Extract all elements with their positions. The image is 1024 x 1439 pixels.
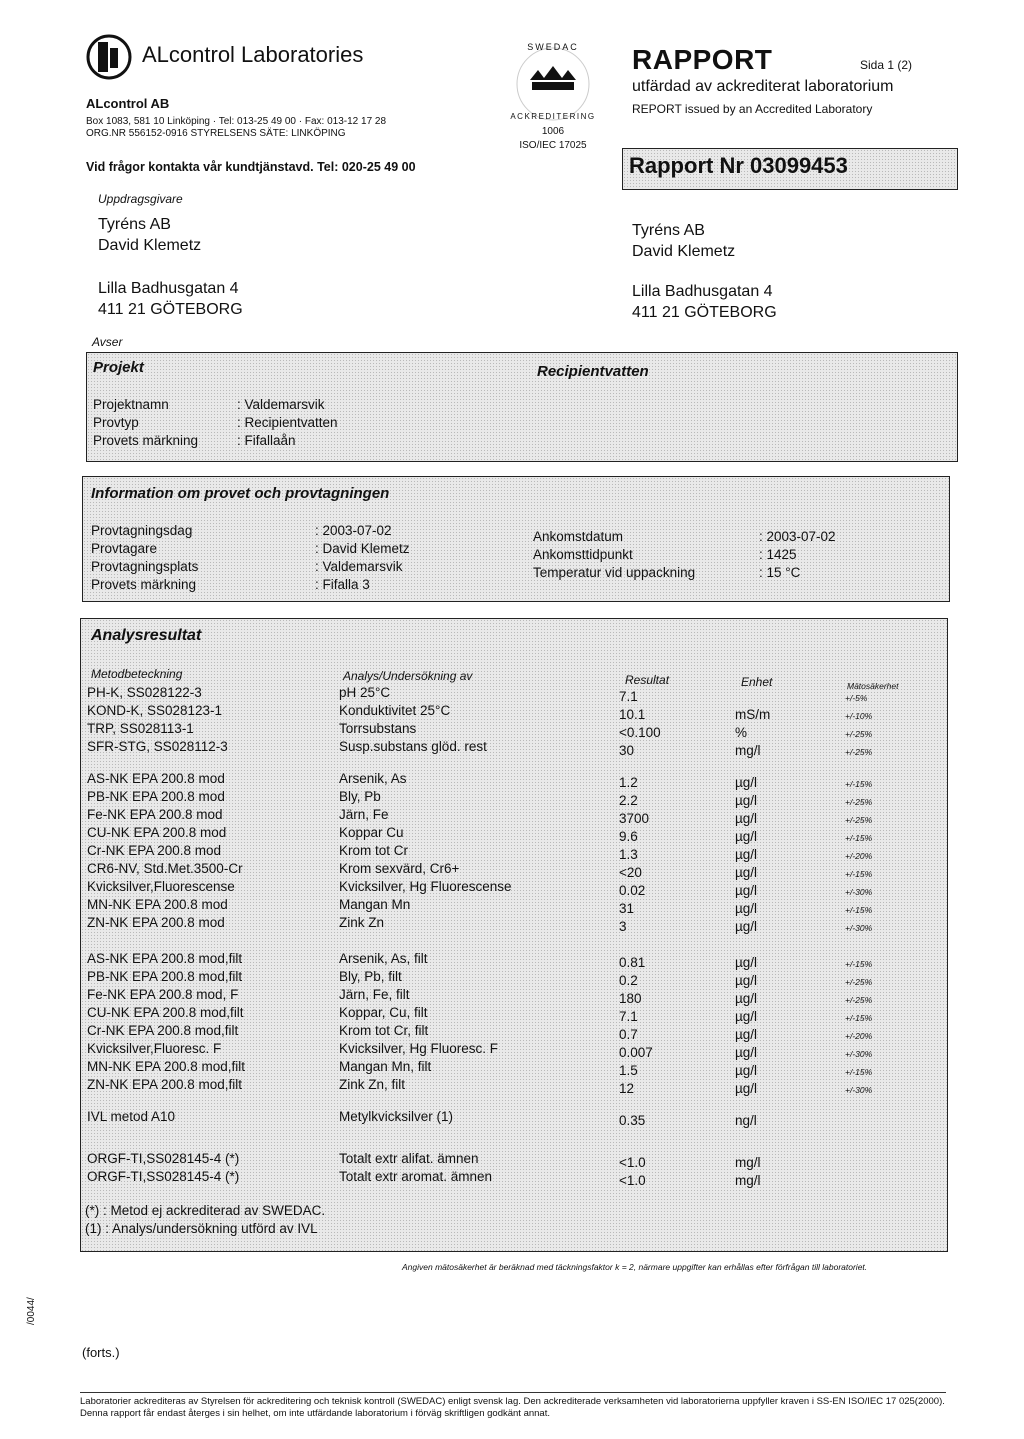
unit-cell: µg/l [735, 1009, 758, 1024]
result-cell: 9.6 [619, 829, 638, 844]
analysis-cell: Metylkvicksilver (1) [339, 1109, 454, 1124]
result-cell: 0.81 [619, 955, 646, 970]
analysis-cell: Zink Zn, filt [339, 1077, 406, 1092]
result-cell: <1.0 [619, 1173, 646, 1188]
method-cell: Cr-NK EPA 200.8 mod [87, 843, 222, 858]
method-cell: Cr-NK EPA 200.8 mod,filt [87, 1023, 239, 1038]
project-row-value: : Recipientvatten [237, 415, 338, 430]
analysis-cell: Totalt extr aromat. ämnen [339, 1169, 493, 1184]
info-left-value: : David Klemetz [315, 541, 410, 556]
footer-divider [80, 1392, 946, 1393]
method-cell: MN-NK EPA 200.8 mod,filt [87, 1059, 246, 1074]
analysis-cell: Krom tot Cr [339, 843, 409, 858]
info-right-label: Ankomstdatum [533, 529, 624, 544]
method-cell: Fe-NK EPA 200.8 mod [87, 807, 223, 822]
uncertainty-cell: +/-15% [845, 1013, 873, 1023]
company-name: ALcontrol Laboratories [142, 42, 364, 67]
header-analysis: Analys/Undersökning av [343, 669, 473, 683]
result-cell: 1.2 [619, 775, 638, 790]
project-row-value: : Fifallaån [237, 433, 296, 448]
info-left-label: Provtagningsplats [91, 559, 199, 574]
unit-cell: µg/l [735, 955, 758, 970]
result-cell: 0.7 [619, 1027, 638, 1042]
method-cell: PB-NK EPA 200.8 mod,filt [87, 969, 243, 984]
analysis-cell: Arsenik, As, filt [339, 951, 428, 966]
recipient-city: 411 21 GÖTEBORG [632, 304, 777, 321]
uncertainty-cell: +/-15% [845, 905, 873, 915]
result-cell: 0.007 [619, 1045, 653, 1060]
uncertainty-cell: +/-15% [845, 959, 873, 969]
report-number-box [622, 148, 958, 190]
method-cell: AS-NK EPA 200.8 mod,filt [87, 951, 243, 966]
result-cell: 0.2 [619, 973, 638, 988]
result-cell: <0.100 [619, 725, 661, 740]
client-label: Uppdragsgivare [98, 192, 183, 206]
analysis-cell: Zink Zn [339, 915, 385, 930]
method-cell: PB-NK EPA 200.8 mod [87, 789, 225, 804]
avser-label: Avser [92, 335, 123, 349]
header-unit: Enhet [741, 675, 773, 689]
project-title: Projekt [93, 359, 144, 376]
unit-cell: µg/l [735, 793, 758, 808]
result-cell: <20 [619, 865, 642, 880]
result-cell: 180 [619, 991, 642, 1006]
unit-cell: µg/l [735, 901, 758, 916]
analysis-cell: Susp.substans glöd. rest [339, 739, 487, 754]
sample-info-title: Information om provet och provtagningen [91, 485, 390, 502]
recipient-name: Tyréns AB [632, 222, 705, 239]
info-left-value: : 2003-07-02 [315, 523, 392, 538]
header-result: Resultat [625, 673, 670, 687]
unit-cell: µg/l [735, 973, 758, 988]
uncertainty-cell: +/-25% [845, 995, 873, 1005]
analysis-title: Analysresultat [91, 627, 202, 644]
client-contact: David Klemetz [98, 237, 202, 254]
client-name: Tyréns AB [98, 216, 171, 233]
issued-swedish: utfärdad av ackrediterat laboratorium [632, 78, 894, 95]
method-cell: AS-NK EPA 200.8 mod [87, 771, 225, 786]
uncertainty-cell: +/-5% [845, 693, 868, 703]
uncertainty-cell: +/-25% [845, 977, 873, 987]
project-section [86, 352, 958, 462]
analysis-cell: Krom sexvärd, Cr6+ [339, 861, 460, 876]
unit-cell: µg/l [735, 811, 758, 826]
unit-cell: µg/l [735, 1081, 758, 1096]
analysis-cell: Totalt extr alifat. ämnen [339, 1151, 479, 1166]
unit-cell: mg/l [735, 1173, 761, 1188]
result-cell: 1.3 [619, 847, 638, 862]
method-cell: IVL metod A10 [87, 1109, 176, 1124]
unit-cell: µg/l [735, 847, 758, 862]
result-cell: 10.1 [619, 707, 646, 722]
uncertainty-cell: +/-30% [845, 1049, 873, 1059]
result-cell: 7.1 [619, 689, 638, 704]
method-cell: ZN-NK EPA 200.8 mod [87, 915, 225, 930]
info-right-value: : 15 °C [759, 565, 801, 580]
unit-cell: µg/l [735, 919, 758, 934]
analysis-cell: Mangan Mn, filt [339, 1059, 432, 1074]
contact-question: Vid frågor kontakta vår kundtjänstavd. Tel: 020-25 49 00 [86, 160, 416, 174]
project-row-label: Provtyp [93, 415, 139, 430]
lab-address-line: Box 1083, 581 10 Linköping · Tel: 013-25 49 00 · Fax: 013-12 17 28 [86, 116, 387, 127]
unit-cell: µg/l [735, 829, 758, 844]
sample-info-section [82, 476, 950, 602]
client-block [98, 214, 243, 320]
info-right-value: : 2003-07-02 [759, 529, 836, 544]
method-cell: PH-K, SS028122-3 [87, 685, 202, 700]
uncertainty-cell: +/-30% [845, 887, 873, 897]
recipient-contact: David Klemetz [632, 243, 736, 260]
analysis-cell: Kvicksilver, Hg Fluorescense [339, 879, 512, 894]
method-cell: ORGF-TI,SS028145-4 (*) [87, 1151, 240, 1166]
uncertainty-cell: +/-15% [845, 833, 873, 843]
client-city: 411 21 GÖTEBORG [98, 301, 243, 318]
info-right-label: Temperatur vid uppackning [533, 565, 696, 580]
lab-name: ALcontrol AB [86, 96, 170, 111]
unit-cell: µg/l [735, 865, 758, 880]
analysis-cell: pH 25°C [339, 685, 391, 700]
unit-cell: µg/l [735, 775, 758, 790]
method-cell: Kvicksilver,Fluorescense [87, 879, 235, 894]
uncertainty-cell: +/-15% [845, 1067, 873, 1077]
method-cell: Kvicksilver,Fluoresc. F [87, 1041, 222, 1056]
result-cell: 12 [619, 1081, 635, 1096]
info-left-value: : Fifalla 3 [315, 577, 370, 592]
method-cell: KOND-K, SS028123-1 [87, 703, 223, 718]
info-left-label: Provtagningsdag [91, 523, 193, 538]
header-uncertainty: Mätosäkerhet [847, 681, 899, 691]
analysis-cell: Bly, Pb [339, 789, 381, 804]
swedac-seal [498, 42, 608, 154]
result-cell: 3700 [619, 811, 650, 826]
lab-address [86, 116, 386, 140]
seal-number: 1006 [541, 126, 565, 137]
seal-bottom-text: ACKREDITERING [510, 112, 596, 121]
alcontrol-logo-icon [86, 34, 132, 80]
seal-top-text: SWEDAC [527, 42, 579, 52]
method-cell: CR6-NV, Std.Met.3500-Cr [87, 861, 243, 876]
project-subtitle: Recipientvatten [537, 363, 649, 380]
project-row-label: Provets märkning [93, 433, 199, 448]
unit-cell: µg/l [735, 883, 758, 898]
recipient-block [632, 220, 777, 323]
analysis-section [80, 618, 948, 1252]
result-cell: <1.0 [619, 1155, 646, 1170]
seal-standard: ISO/IEC 17025 [519, 140, 587, 151]
analysis-cell: Bly, Pb, filt [339, 969, 402, 984]
analysis-cell: Järn, Fe [339, 807, 389, 822]
uncertainty-cell: +/-25% [845, 729, 873, 739]
result-cell: 1.5 [619, 1063, 638, 1078]
info-left-label: Provtagare [91, 541, 158, 556]
result-cell: 7.1 [619, 1009, 638, 1024]
project-row-value: : Valdemarsvik [237, 397, 325, 412]
project-row-label: Projektnamn [93, 397, 169, 412]
result-cell: 2.2 [619, 793, 638, 808]
info-left-value: : Valdemarsvik [315, 559, 403, 574]
method-cell: MN-NK EPA 200.8 mod [87, 897, 228, 912]
info-left-label: Provets märkning [91, 577, 197, 592]
report-title: RAPPORT [632, 44, 773, 75]
uncertainty-cell: +/-10% [845, 711, 873, 721]
uncertainty-cell: +/-30% [845, 923, 873, 933]
client-street: Lilla Badhusgatan 4 [98, 280, 239, 297]
analysis-cell: Koppar, Cu, filt [339, 1005, 428, 1020]
method-cell: SFR-STG, SS028112-3 [87, 739, 228, 754]
footnote-star: (*) : Metod ej ackrediterad av SWEDAC. [85, 1203, 326, 1218]
analysis-cell: Konduktivitet 25°C [339, 703, 451, 718]
header-method: Metodbeteckning [91, 667, 183, 681]
info-right-value: : 1425 [759, 547, 797, 562]
analysis-cell: Kvicksilver, Hg Fluoresc. F [339, 1041, 499, 1056]
result-cell: 0.35 [619, 1113, 646, 1128]
continued-label: (forts.) [82, 1345, 120, 1360]
unit-cell: % [735, 725, 748, 740]
uncertainty-note: Angiven mätosäkerhet är beräknad med täckningsfaktor k = 2, närmare uppgifter kan erhållas efter förfrågan till laboratoriet. [402, 1262, 868, 1272]
uncertainty-cell: +/-25% [845, 815, 873, 825]
unit-cell: ng/l [735, 1113, 757, 1128]
side-code: /0044/ [26, 1297, 37, 1325]
uncertainty-cell: +/-20% [845, 851, 873, 861]
unit-cell: mg/l [735, 743, 761, 758]
unit-cell: mS/m [735, 707, 771, 722]
recipient-street: Lilla Badhusgatan 4 [632, 283, 773, 300]
analysis-cell: Krom tot Cr, filt [339, 1023, 429, 1038]
result-cell: 31 [619, 901, 635, 916]
unit-cell: µg/l [735, 1027, 758, 1042]
method-cell: ORGF-TI,SS028145-4 (*) [87, 1169, 240, 1184]
uncertainty-cell: +/-15% [845, 869, 873, 879]
analysis-cell: Koppar Cu [339, 825, 404, 840]
method-cell: CU-NK EPA 200.8 mod [87, 825, 227, 840]
analysis-cell: Arsenik, As [339, 771, 407, 786]
unit-cell: µg/l [735, 1045, 758, 1060]
footnote-one: (1) : Analys/undersökning utförd av IVL [85, 1221, 318, 1236]
issued-english: REPORT issued by an Accredited Laboratory [632, 102, 873, 116]
uncertainty-cell: +/-30% [845, 1085, 873, 1095]
result-cell: 30 [619, 743, 635, 758]
analysis-cell: Järn, Fe, filt [339, 987, 410, 1002]
analysis-cell: Torrsubstans [339, 721, 417, 736]
unit-cell: µg/l [735, 1063, 758, 1078]
unit-cell: mg/l [735, 1155, 761, 1170]
uncertainty-cell: +/-20% [845, 1031, 873, 1041]
method-cell: TRP, SS028113-1 [87, 721, 194, 736]
result-cell: 3 [619, 919, 627, 934]
report-number: Rapport Nr 03099453 [629, 153, 848, 178]
analysis-cell: Mangan Mn [339, 897, 411, 912]
uncertainty-cell: +/-25% [845, 747, 873, 757]
uncertainty-cell: +/-25% [845, 797, 873, 807]
method-cell: CU-NK EPA 200.8 mod,filt [87, 1005, 244, 1020]
footer-text: Laboratorier ackrediteras av Styrelsen för ackreditering och teknisk kontroll (SWEDAC) enligt svensk lag. Den ackrediterade verksamheten vid laboratorierna uppfyller kraven i SS-EN ISO/IEC 17 025(2000). Denna rapport får endast återges i sin helhet, om inte utfärdande laboratorium i förväg skriftligen godkänt annat. [80, 1396, 945, 1419]
page-number: Sida 1 (2) [860, 58, 913, 72]
lab-org-line: ORG.NR 556152-0916 STYRELSENS SÄTE: LINKÖPING [86, 128, 346, 139]
info-right-label: Ankomsttidpunkt [533, 547, 633, 562]
method-cell: ZN-NK EPA 200.8 mod,filt [87, 1077, 243, 1092]
uncertainty-cell: +/-15% [845, 779, 873, 789]
unit-cell: µg/l [735, 991, 758, 1006]
method-cell: Fe-NK EPA 200.8 mod, F [87, 987, 239, 1002]
result-cell: 0.02 [619, 883, 646, 898]
